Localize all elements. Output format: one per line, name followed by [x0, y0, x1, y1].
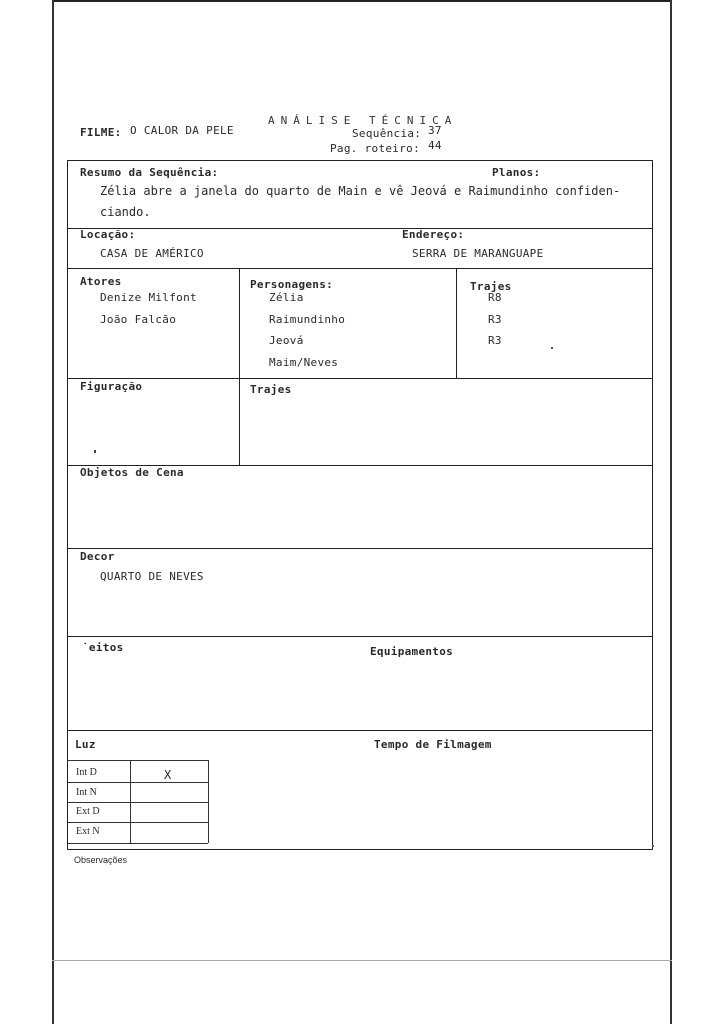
page-value: 44: [428, 139, 442, 152]
sequence-value: 37: [428, 124, 442, 137]
luz-row-label: Ext N: [76, 826, 100, 837]
divider-atores-personagens: [239, 268, 240, 465]
personagem-3: Jeová: [269, 334, 304, 347]
luz-table-right-edge: [208, 760, 209, 843]
luz-row-label: Int D: [76, 767, 97, 778]
ator-2: João Falcão: [100, 313, 177, 326]
luz-row-label: Int N: [76, 787, 97, 798]
film-label: FILME:: [80, 126, 122, 139]
page-border-top: [52, 0, 672, 2]
luz-row-label: Ext D: [76, 806, 100, 817]
scan-speck: [551, 347, 553, 349]
traje-2: R3: [488, 313, 502, 326]
page-border-left: [52, 0, 54, 1024]
scan-speck: [94, 450, 96, 453]
divider-objetos: [67, 548, 653, 549]
luz-row-mark: X: [164, 768, 172, 782]
trajes-label: Trajes: [470, 280, 512, 293]
ator-1: Denize Milfont: [100, 291, 197, 304]
luz-table-row-divider: [68, 782, 208, 783]
figuracao-trajes-label: Trajes: [250, 383, 292, 396]
resumo-text-line2: ciando.: [100, 205, 151, 219]
scan-speck: [652, 845, 654, 847]
page-label: Pag. roteiro:: [330, 142, 420, 155]
luz-table-col-divider: [130, 760, 131, 843]
decor-label: Decor: [80, 550, 115, 563]
resumo-text-line1: Zélia abre a janela do quarto de Main e vê Jeová e Raimundinho confiden-: [100, 184, 621, 198]
observacoes-label: Observações: [74, 855, 128, 865]
personagens-label: Personagens:: [250, 278, 334, 291]
divider-locacao: [67, 268, 653, 269]
locacao-label: Locação:: [80, 228, 136, 241]
luz-label: Luz: [75, 738, 96, 751]
sequence-label: Sequência:: [352, 127, 422, 140]
decor-value: QUARTO DE NEVES: [100, 570, 204, 583]
planos-label: Planos:: [492, 166, 541, 179]
personagem-2: Raimundinho: [269, 313, 346, 326]
tempo-filmagem-label: Tempo de Filmagem: [374, 738, 492, 751]
luz-table-row-divider: [68, 802, 208, 803]
luz-table-bottom: [68, 843, 208, 844]
objetos-label: Objetos de Cena: [80, 466, 184, 479]
endereco-label: Endereço:: [402, 228, 465, 241]
luz-table-top: [68, 760, 208, 761]
divider-resumo: [67, 228, 653, 229]
divider-decor: [67, 636, 653, 637]
analysis-title: ANÁLISE TÉCNICA: [268, 114, 458, 127]
luz-table-row-divider: [68, 822, 208, 823]
page-border-bottom: [52, 960, 672, 961]
efeitos-label: ˙eitos: [82, 641, 124, 654]
divider-efeitos: [67, 730, 653, 731]
resumo-label: Resumo da Sequência:: [80, 166, 219, 179]
divider-elenco: [67, 378, 653, 379]
page-border-right: [670, 0, 672, 1024]
film-value: O CALOR DA PELE: [130, 124, 234, 137]
divider-personagens-trajes: [456, 268, 457, 378]
traje-1: R8: [488, 291, 502, 304]
personagem-1: Zélia: [269, 291, 304, 304]
locacao-value: CASA DE AMÉRICO: [100, 247, 204, 260]
endereco-value: SERRA DE MARANGUAPE: [412, 247, 544, 260]
atores-label: Atores: [80, 275, 122, 288]
traje-3: R3: [488, 334, 502, 347]
figuracao-label: Figuração: [80, 380, 143, 393]
personagem-4: Maim/Neves: [269, 356, 339, 369]
form-outer-box: [67, 160, 653, 850]
equipamentos-label: Equipamentos: [370, 645, 454, 658]
